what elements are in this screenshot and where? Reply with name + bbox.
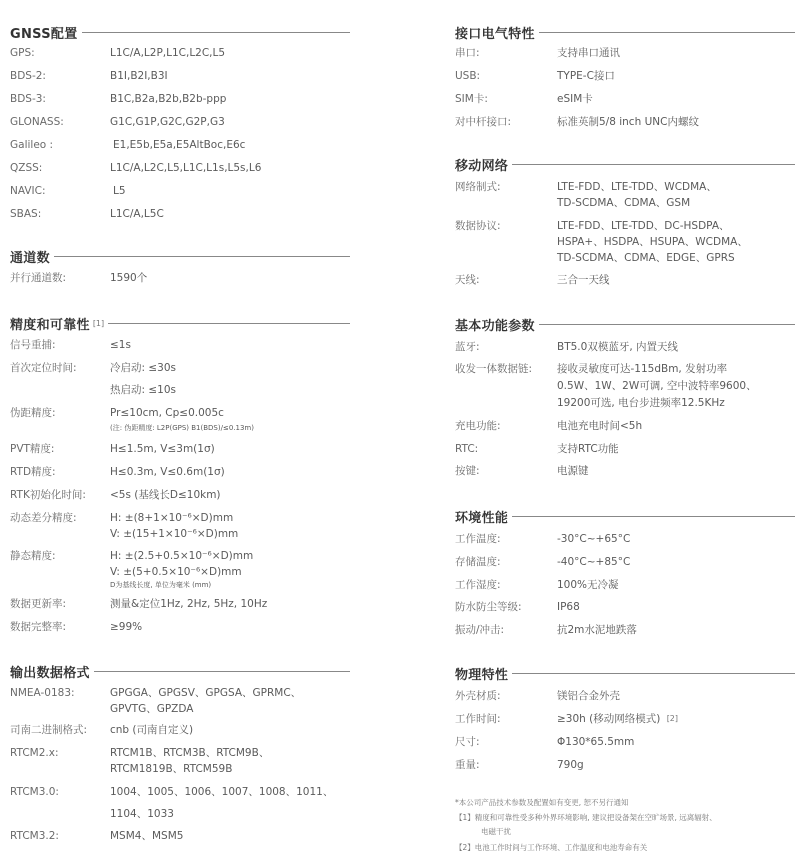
gnss-rule [82,32,351,33]
spec-key: RTCM3.0: [10,786,59,798]
spec-value-text: ≥30h (移动网络模式) [557,713,661,725]
spec-key: 司南二进制格式: [10,724,88,736]
spec-value: RTCM1B、RTCM3B、RTCM9B、 [110,747,270,759]
physical-section [455,663,795,683]
spec-key: 外壳材质: [455,690,501,702]
spec-key: RTK初始化时间: [10,489,86,501]
spec-value: MSM4、MSM5 [110,830,184,842]
env-rule [512,516,795,517]
spec-key: 振动/冲击: [455,624,505,636]
spec-key: RTD精度: [10,466,56,478]
spec-value: V: ±(15+1×10⁻⁶×D)mm [110,528,239,540]
spec-key: 重量: [455,759,480,771]
output-rule [94,671,350,672]
footnote: 【2】电池工作时间与工作环境、工作温度和电池寿命有关 [455,843,648,852]
interface-title: 接口电气特性 [455,26,535,42]
spec-value: ≤1s [110,339,131,351]
spec-value: V: ±(5+0.5×10⁻⁶×D)mm [110,566,242,578]
spec-key: 首次定位时间: [10,362,77,374]
basic-section [455,314,795,334]
gnss-section [10,22,350,42]
spec-key: 信号重捕: [10,339,56,351]
spec-value: ≥99% [110,621,143,633]
spec-key: 收发一体数据链: [455,363,533,375]
spec-key: Galileo : [10,139,54,151]
spec-key: 工作湿度: [455,579,501,591]
spec-value: <5s (基线长D≤10km) [110,489,221,501]
spec-key: 数据更新率: [10,598,67,610]
spec-key: 并行通道数: [10,272,67,284]
spec-key: GLONASS: [10,116,64,128]
mobile-section [455,154,795,174]
accuracy-section [10,313,350,333]
spec-key: 天线: [455,274,480,286]
spec-value: eSIM卡 [557,93,593,105]
spec-value: 镁铝合金外壳 [557,690,620,702]
spec-value: H≤1.5m, V≤3m(1σ) [110,443,215,455]
spec-value: 电源键 [557,465,589,477]
spec-key: 对中杆接口: [455,116,512,128]
spec-value: H≤0.3m, V≤0.6m(1σ) [110,466,225,478]
spec-value: B1I,B2I,B3I [110,70,168,82]
spec-key: 充电功能: [455,420,501,432]
spec-value: 1590个 [110,272,148,284]
spec-value: 标准英制5/8 inch UNC内螺纹 [557,116,699,128]
spec-key: 动态差分精度: [10,512,77,524]
spec-key: SIM卡: [455,93,488,105]
spec-value: L1C/A,L5C [110,208,164,220]
output-section [10,661,350,681]
spec-value: IP68 [557,601,580,613]
spec-key: 伪距精度: [10,407,56,419]
spec-value: LTE-FDD、LTE-TDD、DC-HSDPA、 [557,220,730,232]
basic-rule [539,324,795,325]
spec-key: 尺寸: [455,736,480,748]
spec-key: RTCM3.2: [10,830,59,842]
footnote: *本公司产品技术参数及配置如有变更, 恕不另行通知 [455,798,629,807]
spec-key: 数据完整率: [10,621,67,633]
spec-key: RTC: [455,443,479,455]
spec-key: BDS-3: [10,93,46,105]
spec-value: -40°C~+85°C [557,556,631,568]
spec-value: 抗2m水泥地跌落 [557,624,637,636]
physical-rule [512,673,795,674]
spec-value: L1C/A,L2P,L1C,L2C,L5 [110,47,226,59]
spec-value: GPGGA、GPGSV、GPGSA、GPRMC、 [110,687,302,699]
footnote: 【1】精度和可靠性受多种外界环境影响, 建议把设备架在空旷场景, 远离辐射、 [455,813,717,822]
spec-value: BT5.0双模蓝牙, 内置天线 [557,341,678,353]
spec-value: HSPA+、HSDPA、HSUPA、WCDMA、 [557,236,748,248]
spec-value: 1004、1005、1006、1007、1008、1011、 [110,786,334,798]
spec-value: -30°C~+65°C [557,533,631,545]
spec-value: 热启动: ≤10s [110,384,177,396]
spec-value: TYPE-C接口 [557,70,615,82]
spec-value: 接收灵敏度可达-115dBm, 发射功率 [557,363,728,375]
interface-section [455,22,795,42]
footnote: 电磁干扰 [481,827,511,836]
spec-key: PVT精度: [10,443,55,455]
spec-key: 蓝牙: [455,341,480,353]
spec-value: L5 [113,185,126,197]
spec-key: RTCM2.x: [10,747,59,759]
spec-value: Φ130*65.5mm [557,736,635,748]
spec-key: GPS: [10,47,35,59]
channels-title: 通道数 [10,250,50,266]
accuracy-rule [108,323,350,324]
spec-value: G1C,G1P,G2C,G2P,G3 [110,116,225,128]
spec-key: SBAS: [10,208,42,220]
spec-value: H: ±(8+1×10⁻⁶×D)mm [110,512,234,524]
spec-note: (注: 伪距精度: L2P(GPS) B1(BDS)/≤0.13m) [110,424,254,432]
channels-rule [54,256,350,257]
spec-value: 19200可选, 电台步进频率12.5KHz [557,397,725,409]
spec-key: 静态精度: [10,550,56,562]
spec-value: 0.5W、1W、2W可调, 空中波特率9600、 [557,380,757,392]
spec-value: H: ±(2.5+0.5×10⁻⁶×D)mm [110,550,254,562]
spec-key: 防水防尘等级: [455,601,522,613]
accuracy-title: 精度和可靠性 [10,317,90,333]
env-title: 环境性能 [455,510,509,526]
spec-value: 电池充电时间<5h [557,420,643,432]
spec-value: E1,E5b,E5a,E5AltBoc,E6c [113,139,246,151]
spec-value: 测量&定位1Hz, 2Hz, 5Hz, 10Hz [110,598,268,610]
spec-value [557,711,795,727]
spec-value: GPVTG、GPZDA [110,703,194,715]
spec-key: USB: [455,70,481,82]
spec-key: 工作时间: [455,713,501,725]
spec-value: B1C,B2a,B2b,B2b-ppp [110,93,227,105]
spec-key: 数据协议: [455,220,501,232]
spec-value: cnb (司南自定义) [110,724,194,736]
spec-key: 串口: [455,47,480,59]
footnote-mark: [2] [666,714,679,723]
basic-title: 基本功能参数 [455,318,535,334]
spec-key: 存储温度: [455,556,501,568]
spec-note: D为基线长度, 单位为毫米 (mm) [110,581,212,589]
spec-key: NMEA-0183: [10,687,75,699]
spec-key: 工作温度: [455,533,501,545]
env-section [455,506,795,526]
spec-value: LTE-FDD、LTE-TDD、WCDMA、 [557,181,717,193]
spec-value: 冷启动: ≤30s [110,362,177,374]
spec-value: TD-SCDMA、CDMA、GSM [557,197,691,209]
spec-value: 支持RTC功能 [557,443,619,455]
spec-value: 1104、1033 [110,808,174,820]
mobile-rule [512,164,795,165]
channels-section [10,246,350,266]
spec-value: 100%无冷凝 [557,579,619,591]
spec-key: 按键: [455,465,480,477]
interface-rule [539,32,795,33]
spec-key: QZSS: [10,162,43,174]
spec-value: TD-SCDMA、CDMA、EDGE、GPRS [557,252,735,264]
spec-value: 三合一天线 [557,274,610,286]
spec-value: L1C/A,L2C,L5,L1C,L1s,L5s,L6 [110,162,262,174]
spec-value: RTCM1819B、RTCM59B [110,763,233,775]
gnss-title: GNSS配置 [10,26,78,42]
spec-key: 网络制式: [455,181,501,193]
mobile-title: 移动网络 [455,158,509,174]
spec-key: BDS-2: [10,70,46,82]
spec-value: Pr≤10cm, Cp≤0.005c [110,407,224,419]
footnote-mark: [1] [92,318,105,328]
spec-key: NAVIC: [10,185,46,197]
physical-title: 物理特性 [455,667,509,683]
output-title: 输出数据格式 [10,665,90,681]
spec-value: 支持串口通讯 [557,47,620,59]
spec-value: 790g [557,759,584,771]
